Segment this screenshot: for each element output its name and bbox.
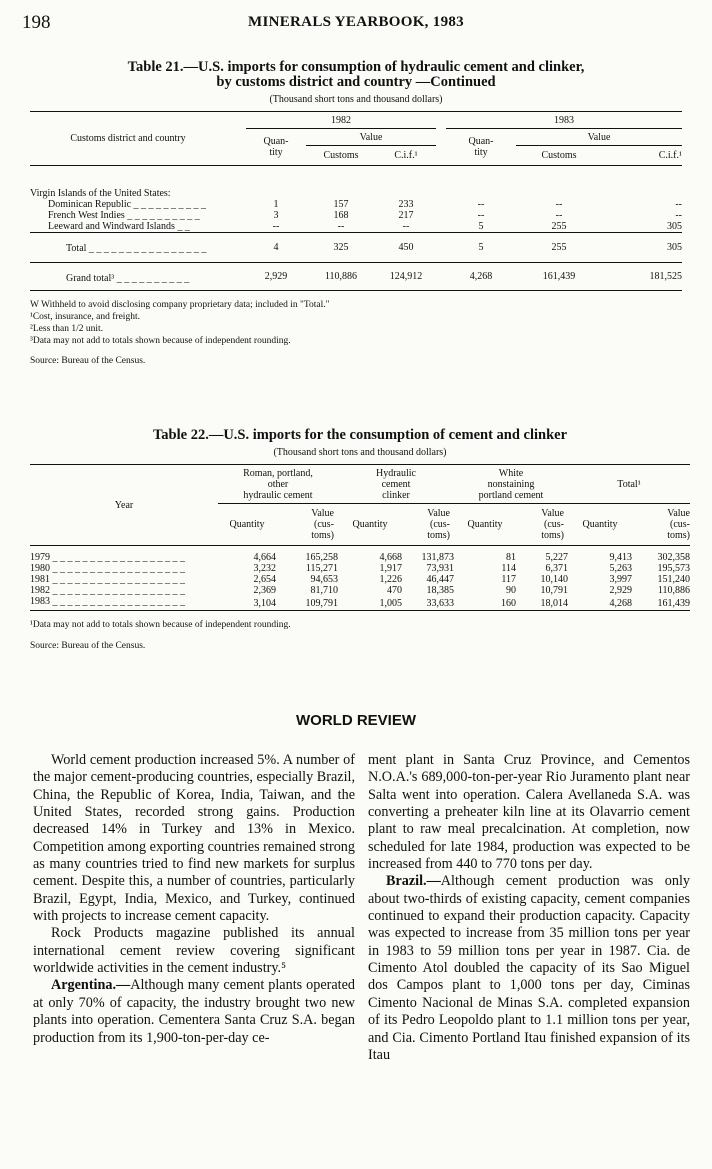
table-21-title: Table 21.—U.S. imports for consumption of hydraulic cement and clinker, by customs district and country —Continued [127, 59, 585, 90]
region-label: Virgin Islands of the United States: [30, 188, 171, 199]
page-header [22, 12, 690, 36]
running-title: MINERALS YEARBOOK, 1983 [248, 14, 464, 30]
paragraph: World cement production increased 5%. A number of the major cement-producing countries, especially Brazil, China, the Republic of Korea, India, Taiwan, and the United States, recorded strong gains. Production decreased 14% in Turkey and 13% in Mexico. Competition among exporting countries remained strong as many countries tried to find new markets for surplus cement. Despite this, a number of countries, particularly Brazil, Egypt, India, Mexico, and Turkey, continued with projects to increase cement capacity. [33, 752, 355, 925]
table-22-subtitle: (Thousand short tons and thousand dollars) [273, 447, 447, 458]
paragraph-argentina: Argentina.—Although many cement plants operated at only 70% of capacity, the industry brought two new plants into operation. Cementera Santa Cruz S.A. began production from its 1,900-ton-per-day ce- [33, 977, 355, 1046]
table-row: 1983 _ _ _ _ _ _ _ _ _ _ _ _ _ _ _ _ _ _ 3,104 109,791 1,005 33,633 160 18,014 4,268 161,439 [30, 596, 690, 609]
section-title-world-review: WORLD REVIEW [296, 712, 416, 729]
table-row-total: Total _ _ _ _ _ _ _ _ _ _ _ _ _ _ _ _ 4 325 450 5 255 305 [30, 233, 682, 263]
table-row-grand-total: Grand total³ _ _ _ _ _ _ _ _ _ _ 2,929 110,886 124,912 4,268 161,439 181,525 [30, 263, 682, 291]
table-row: 1981 _ _ _ _ _ _ _ _ _ _ _ _ _ _ _ _ _ _ 2,654 94,653 1,226 46,447 117 10,140 3,997 151,240 [30, 574, 690, 585]
column-left [33, 752, 355, 1047]
col-header-cif-1982: C.i.f.¹ [376, 146, 436, 166]
table-row: 1980 _ _ _ _ _ _ _ _ _ _ _ _ _ _ _ _ _ _ 3,232 115,271 1,917 73,931 114 6,371 5,263 195,573 [30, 563, 690, 574]
col-header-quantity-1983: Quan- tity [446, 129, 516, 166]
col-header-quantity-1982: Quan- tity [246, 129, 306, 166]
table-row: 1982 _ _ _ _ _ _ _ _ _ _ _ _ _ _ _ _ _ _ 2,369 81,710 470 18,385 90 10,791 2,929 110,886 [30, 585, 690, 596]
column-right [368, 752, 690, 1064]
col-header-1982: 1982 [246, 112, 436, 129]
table-row: French West Indies _ _ _ _ _ _ _ _ _ _ 3 168 217 -- -- -- [48, 210, 682, 221]
table-21-notes: W Withheld to avoid disclosing company proprietary data; included in "Total." ¹Cost, insurance, and freight. ²Less than 1/2 unit. ³Data may not add to totals shown because of independent rounding. Source: Bureau of the Census. [30, 299, 682, 367]
page-number: 198 [22, 12, 51, 33]
paragraph-argentina-continued: ment plant in Santa Cruz Province, and Cementos N.O.A.'s 689,000-ton-per-year Rio Juramento plant near Salta went into operation. Calera Avellaneda S.A. was converting a preheater kiln line at its Olavarrio cement plant to raw meal precalcination. At completion, now scheduled for late 1984, production was expected to be increased from 440 to 770 tons per day. [368, 752, 690, 873]
col-group-roman: Roman, portland, other hydraulic cement [218, 465, 338, 504]
col-group-total: Total¹ [568, 465, 690, 504]
col-group-white: White nonstaining portland cement [454, 465, 568, 504]
table-row [30, 188, 682, 199]
paragraph-brazil: Brazil.—Although cement production was only about two-thirds of existing capacity, cement companies continued to expand their production capacity. Capacity was expected to increase from 35 million tons per year in 1983 to 59 million tons per year in 1987. Cia. de Cimento Atol doubled the capacity of its Sao Miguel dos Campos plant to 1,000 tons per day, Ciminas Cimento Nacional de Minas S.A. completed expansion of its Pedro Leopoldo plant to 1.1 million tons per year, and Cia. Cimento Portland Itau finished expansion of its Itau [368, 873, 690, 1063]
col-header-value-1983: Value [516, 129, 682, 146]
table-22-source: Source: Bureau of the Census. [30, 641, 146, 651]
col-header-customs-1982: Customs [306, 146, 376, 166]
table-21-subtitle: (Thousand short tons and thousand dollars) [269, 94, 443, 105]
table-22-title: Table 22.—U.S. imports for the consumption of cement and clinker [152, 427, 568, 443]
table-22-grid: Year Roman, portland, other hydraulic cement Hydraulic cement clinker White nonstaining portland cement Total¹ Quantity Value (cus- toms) Quantity Value (cus- toms) Quantity Value (cus- toms) Quantity Value (cus- toms) 1979 _ _ _ _ _ _ _ _ _ _ _ _ _ _ _ _ _ _ 4,664 165,258 4,668 131,873 81 5,227 9,413 302,358 1980 _ _ _ _ _ _ _ _ _ _ _ _ _ _ _ _ _ _ 3,232 115,271 1,917 73,931 114 6,371 5,263 195,573 1981 _ _ _ _ _ _ _ _ _ _ _ _ _ _ _ _ _ _ 2,654 94,653 1,226 46,447 117 10,140 3,997 151,240 1982 _ _ _ _ _ _ _ _ _ _ _ _ _ _ _ _ _ _ 2,369 81,710 470 18,385 90 10,791 2,929 110,886 1983 _ _ _ _ _ _ _ _ _ _ _ _ _ _ _ _ _ _ 3,104 109,791 1,005 33,633 160 18,014 4,268 161,439 [30, 464, 690, 611]
col-group-hydraulic-clinker: Hydraulic cement clinker [338, 465, 454, 504]
col-header-customs-1983: Customs [516, 146, 602, 166]
paragraph: Rock Products magazine published its annual international cement review covering significant worldwide activities in the cement industry.⁵ [33, 925, 355, 977]
col-header-year: Year [30, 465, 218, 546]
table-row: Leeward and Windward Islands _ _ -- -- -- 5 255 305 [48, 221, 682, 232]
table-row: 1979 _ _ _ _ _ _ _ _ _ _ _ _ _ _ _ _ _ _ 4,664 165,258 4,668 131,873 81 5,227 9,413 302,358 [30, 552, 690, 563]
col-header-value-1982: Value [306, 129, 436, 146]
table-21 [30, 60, 682, 367]
table-21-source: Source: Bureau of the Census. [30, 356, 146, 366]
col-header-district: Customs district and country [30, 112, 226, 166]
table-22-notes: ¹Data may not add to totals shown because of independent rounding. Source: Bureau of the Census. [30, 619, 690, 652]
table-21-grid [30, 111, 682, 291]
col-header-1983: 1983 [446, 112, 682, 129]
table-row: Dominican Republic _ _ _ _ _ _ _ _ _ _ 1 157 233 -- -- -- [48, 199, 682, 210]
table-22 [30, 428, 690, 652]
col-header-cif-1983: C.i.f.¹ [602, 146, 682, 166]
